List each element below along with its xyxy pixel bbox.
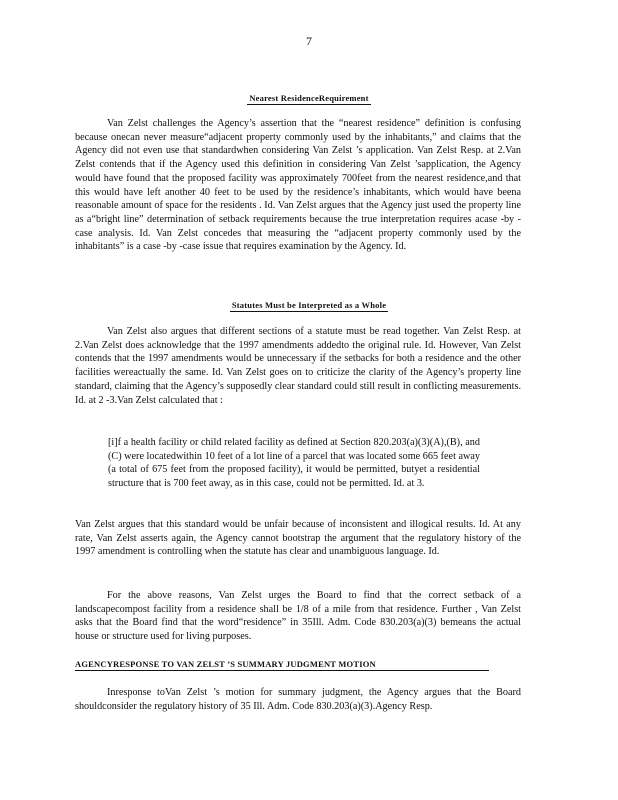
section-heading-text: Nearest ResidenceRequirement [249,93,369,103]
block-quote: [i]f a health facility or child related facility as defined at Section 820.203(a)(3)(A),(B), and (C) were locatedwithin 10 feet of a lot line of a parcel that was located some 665 feet away (a total of 675 feet from the proposed facility), it would be permitted, butyet a residential structure that is 700 feet away, as in this case, could not be permitted. Id. at 3. [108,437,480,490]
section-heading-text: Statutes Must be Interpreted as a Whole [231,300,387,310]
paragraph-conclusion: For the above reasons, Van Zelst urges the Board to find that the correct setback of a landscapecompost facility from a residence shall be 1/8 of a mile from that residence. Further , Van Zelst asks that the Board find that the word“residence” in 35Ill. Adm. Code 830.203(a)(3) bemeans the actual house or structure used for living purposes. [75,590,521,643]
paragraph-unfair-standard: Van Zelst argues that this standard would be unfair because of inconsistent and illogical results. Id. At any rate, Van Zelst asserts again, the Agency cannot bootstrap the argument that the regulatory history of the 1997 amendment is controlling when the statute has clear and unambiguous language. Id. [75,519,521,558]
paragraph-statutes: Van Zelst also argues that different sections of a statute must be read together. Van Zelst Resp. at 2.Van Zelst does acknowledge that the 1997 amendments addedto the original rule. Id. However, Van Zelst contends that the 1997 amendments would be unnecessary if the setbacks for both a residence and the other facilities wereactually the same. Id. Van Zelst goes on to criticize the clarity of the Agency’s property line standard, claiming that the Agency’s supposedly clear standard could still result in conflicting measurements. Id. at 2 -3.Van Zelst calculated that : [75,326,521,406]
paragraph-nearest-residence: Van Zelst challenges the Agency’s assertion that the “nearest residence” definition is confusing because onecan never measure“adjacent property commonly used by the inhabitants,” and claims that the Agency did not even use that standardwhen considering Van Zelst ’s application. Van Zelst Resp. at 2.Van Zelst contends that if the Agency used this definition in considering Van Zelst ’sapplication, the Agency would have found that the proposed facility was approximately 700feet from the nearest residence,and that this would have left another 40 feet to be used by the residence’s inhabitants, which would have beena reasonable amount of space for the residents . Id. Van Zelst argues that the Agency just used the property line as a“bright line” determination of setback requirements because the true interpretation requires acase -by -case analysis. Id. Van Zelst concedes that measuring the “adjacent property commonly used by the inhabitants” is a case -by -case issue that requires examination by the Agency. Id. [75,118,521,253]
section-heading-nearest-residence [0,93,618,103]
page-number: 7 [306,34,312,48]
section-heading-agency-response: AGENCYRESPONSE TO VAN ZELST ’S SUMMARY JUDGMENT MOTION [75,659,489,671]
section-heading-statutes [0,300,618,310]
paragraph-agency-response: Inresponse toVan Zelst ’s motion for summary judgment, the Agency argues that the Board shouldconsider the regulatory history of 35 Ill. Adm. Code 830.203(a)(3).Agency Resp. [75,687,521,712]
